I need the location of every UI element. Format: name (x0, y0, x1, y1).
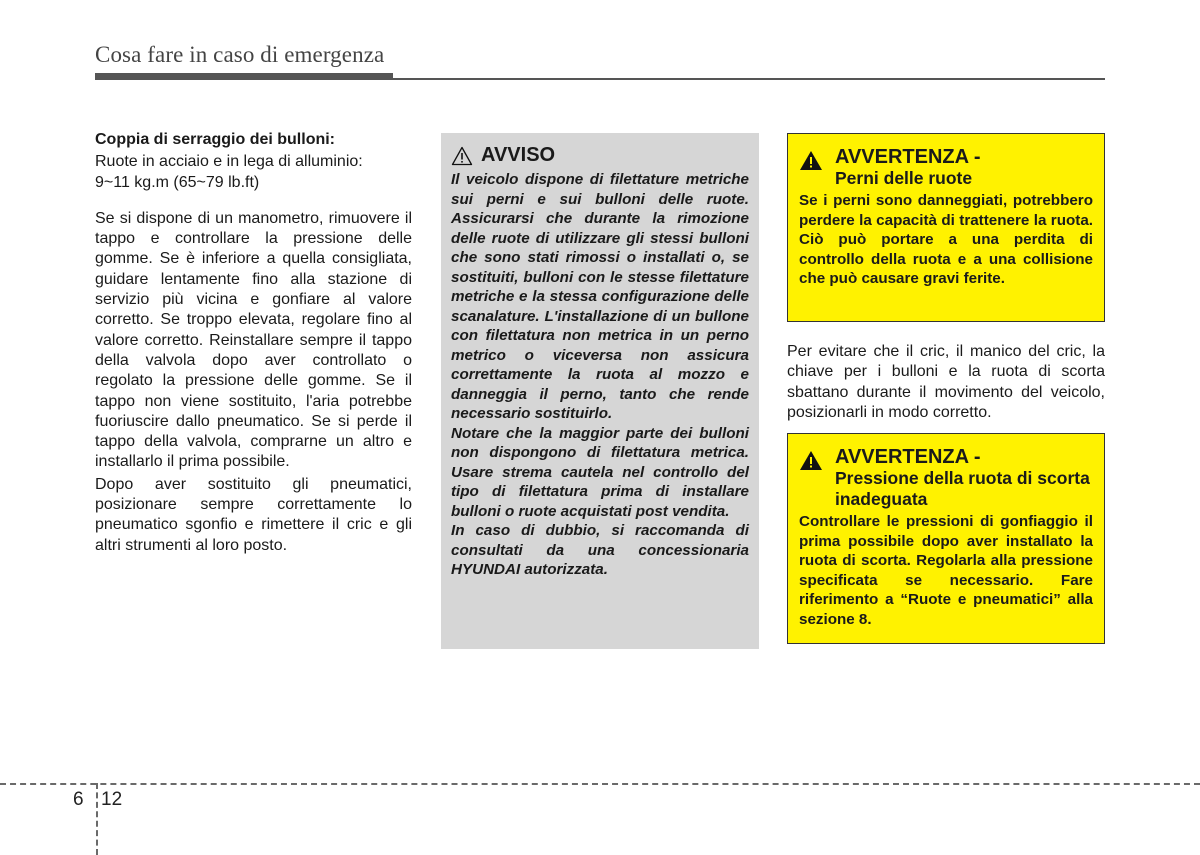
notice-paragraph-3: In caso di dubbio, si raccomanda di consultati da una concessionaria HYUNDAI autorizzata. (451, 522, 749, 578)
warning-triangle-filled-icon (799, 150, 823, 171)
left-column (95, 130, 412, 556)
torque-heading: Coppia di serraggio dei bulloni: (95, 131, 336, 148)
warning-title: AVVERTENZA - (835, 146, 981, 168)
warning-header (799, 146, 1093, 189)
torque-value-line: 9~11 kg.m (65~79 lb.ft) (95, 173, 260, 191)
page-header-title: Cosa fare in caso di emergenza (95, 42, 385, 67)
warning-box-spare-pressure (787, 433, 1105, 644)
header-rule (95, 78, 1105, 80)
warning-title: AVVERTENZA - (835, 446, 981, 468)
notice-paragraph-2: Notare che la maggior parte dei bulloni non dispongono di filettatura metrica. Usare strema cautela nel controllo del tipo di filettatura prima di installare bulloni o ruote acquistati post vendita. (451, 424, 749, 520)
warning-body: Controllare le pressioni di gonfiaggio il prima possibile dopo aver installato la ruota di scorta. Regolarla alla pressione specificata se necessario. Fare riferimento a “Ruote e pneumatici” alla sezione 8. (799, 513, 1093, 628)
warning-titles (835, 446, 1093, 510)
after-change-paragraph: Dopo aver sostituito gli pneumatici, posizionare sempre correttamente lo pneumatico sgonfio e rimettere il cric e gli altri strumenti al loro posto. (95, 475, 412, 554)
notice-box (441, 133, 759, 649)
pressure-paragraph: Se si dispone di un manometro, rimuovere il tappo e controllare la pressione delle gomme. Se è inferiore a quella consigliata, guidare lentamente fino alla stazione di servizio più vicina e gonfiare al valore corretto. Se troppo elevata, regolare fino al valore corretto. Reinstallare sempre il tappo della valvola dopo aver controllato o regolato la pressione delle gomme. Se il tappo non viene sostituito, l'aria potrebbe fuoriuscire dallo pneumatico. Se si perde il tappo della valvola, comprarne un altro e installarlo il prima possibile. (95, 209, 412, 471)
page-number: 12 (101, 789, 123, 810)
stowing-paragraph: Per evitare che il cric, il manico del cric, la chiave per i bulloni e la ruota di scorta sbattano durante il movimento del veicolo, posizionarli in modo corretto. (787, 343, 1105, 421)
footer-divider (0, 783, 1200, 785)
footer-vertical-divider (96, 783, 98, 855)
warning-subtitle: Perni delle ruote (835, 168, 973, 188)
warning-header (799, 446, 1093, 510)
warning-triangle-outline-icon (451, 146, 473, 166)
chapter-number: 6 (73, 789, 84, 810)
warning-triangle-filled-icon (799, 450, 823, 471)
warning-body: Se i perni sono danneggiati, potrebbero perdere la capacità di trattenere la ruota. Ciò può portare a una perdita di controllo della ruota e a una collisione che può causare gravi ferite. (799, 192, 1093, 287)
notice-header (451, 144, 749, 167)
notice-paragraph-1: Il veicolo dispone di filettature metriche sui perni e sui bulloni delle ruote. Assicurarsi che durante la rimozione delle ruote di utilizzare gli stessi bulloni che sono stati rimossi o installati o, se sostituiti, bulloni con le stesse filettature metriche e la stessa configurazione delle scanalature. L'installazione di un bullone con filettatura non metrica in un perno metrico o viceversa non assicura correttamente la ruota al mozzo e danneggia il perno, tanto che rende necessario sostituirlo. (451, 171, 749, 422)
warning-subtitle: Pressione della ruota di scorta inadeguata (835, 468, 1090, 509)
spacer (95, 193, 412, 209)
torque-wheels-line: Ruote in acciaio e in lega di alluminio: (95, 153, 363, 171)
warning-box-wheel-studs (787, 133, 1105, 322)
notice-title: AVVISO (481, 144, 556, 166)
warning-titles (835, 146, 981, 189)
